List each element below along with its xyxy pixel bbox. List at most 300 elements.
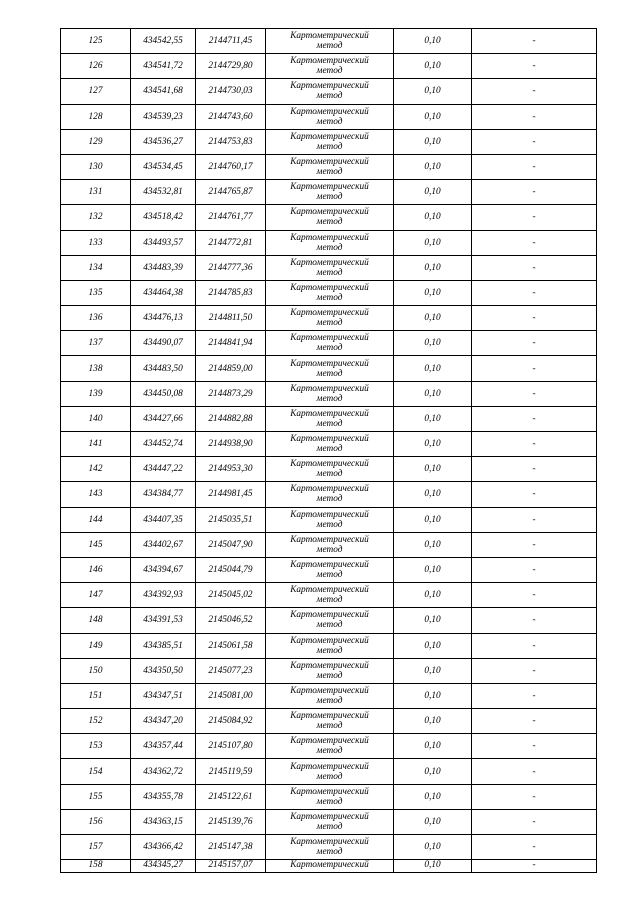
y-coordinate-cell: 2144753,83	[196, 129, 266, 154]
method-cell	[266, 154, 394, 179]
y-coordinate-cell: 2145077,23	[196, 658, 266, 683]
point-number-cell: 135	[61, 280, 131, 305]
table-row	[61, 306, 597, 331]
method-line-1: Картометрический	[290, 585, 369, 596]
method-line-1: Картометрический	[290, 232, 369, 243]
description-cell: -	[472, 608, 597, 633]
accuracy-cell: 0,10	[394, 507, 472, 532]
point-number-cell: 156	[61, 809, 131, 834]
method-line-2: метод	[316, 41, 343, 52]
point-number-cell: 134	[61, 255, 131, 280]
table-row	[61, 129, 597, 154]
x-coordinate-cell: 434534,45	[131, 154, 196, 179]
method-cell	[266, 860, 394, 873]
method-line-2: метод	[316, 796, 343, 807]
method-line-1: Картометрический	[290, 257, 369, 268]
point-number-cell: 145	[61, 532, 131, 557]
method-line-2: метод	[316, 595, 343, 606]
method-line-2: метод	[316, 645, 343, 656]
method-cell	[266, 683, 394, 708]
x-coordinate-cell: 434464,38	[131, 280, 196, 305]
y-coordinate-cell: 2144841,94	[196, 331, 266, 356]
y-coordinate-cell: 2144772,81	[196, 230, 266, 255]
description-cell: -	[472, 406, 597, 431]
table-row	[61, 734, 597, 759]
x-coordinate-cell: 434518,42	[131, 205, 196, 230]
point-number-cell: 139	[61, 381, 131, 406]
method-line-2: метод	[316, 318, 343, 329]
description-cell: -	[472, 306, 597, 331]
point-number-cell: 143	[61, 482, 131, 507]
x-coordinate-cell: 434357,44	[131, 734, 196, 759]
method-line-2: метод	[316, 368, 343, 379]
description-cell: -	[472, 532, 597, 557]
method-cell	[266, 180, 394, 205]
accuracy-cell: 0,10	[394, 482, 472, 507]
point-number-cell: 136	[61, 306, 131, 331]
table-row	[61, 406, 597, 431]
description-cell: -	[472, 557, 597, 582]
table-row	[61, 432, 597, 457]
accuracy-cell: 0,10	[394, 331, 472, 356]
description-cell: -	[472, 734, 597, 759]
method-cell	[266, 230, 394, 255]
description-cell: -	[472, 230, 597, 255]
description-cell: -	[472, 633, 597, 658]
table-body	[61, 29, 597, 873]
method-cell	[266, 583, 394, 608]
accuracy-cell: 0,10	[394, 633, 472, 658]
method-line-1: Картометрический	[290, 860, 369, 871]
point-number-cell: 150	[61, 658, 131, 683]
table-row	[61, 104, 597, 129]
method-line-1: Картометрический	[290, 761, 369, 772]
method-cell	[266, 306, 394, 331]
method-line-2: метод	[316, 570, 343, 581]
x-coordinate-cell: 434347,51	[131, 683, 196, 708]
table-row	[61, 280, 597, 305]
point-number-cell: 149	[61, 633, 131, 658]
accuracy-cell: 0,10	[394, 532, 472, 557]
method-cell	[266, 29, 394, 54]
point-number-cell: 132	[61, 205, 131, 230]
method-cell	[266, 709, 394, 734]
x-coordinate-cell: 434355,78	[131, 784, 196, 809]
x-coordinate-cell: 434450,08	[131, 381, 196, 406]
method-line-1: Картометрический	[290, 131, 369, 142]
x-coordinate-cell: 434384,77	[131, 482, 196, 507]
y-coordinate-cell: 2145157,07	[196, 860, 266, 873]
description-cell: -	[472, 432, 597, 457]
accuracy-cell: 0,10	[394, 608, 472, 633]
description-cell: -	[472, 507, 597, 532]
method-line-1: Картометрический	[290, 358, 369, 369]
description-cell: -	[472, 381, 597, 406]
method-line-1: Картометрический	[290, 383, 369, 394]
y-coordinate-cell: 2145044,79	[196, 557, 266, 582]
method-cell	[266, 129, 394, 154]
table-row	[61, 180, 597, 205]
method-line-2: метод	[316, 242, 343, 253]
method-cell	[266, 658, 394, 683]
point-number-cell: 146	[61, 557, 131, 582]
point-number-cell: 126	[61, 54, 131, 79]
x-coordinate-cell: 434541,68	[131, 79, 196, 104]
table-row	[61, 557, 597, 582]
method-line-2: метод	[316, 695, 343, 706]
method-line-2: метод	[316, 670, 343, 681]
method-cell	[266, 432, 394, 457]
method-cell	[266, 633, 394, 658]
y-coordinate-cell: 2144743,60	[196, 104, 266, 129]
y-coordinate-cell: 2145122,61	[196, 784, 266, 809]
y-coordinate-cell: 2144765,87	[196, 180, 266, 205]
accuracy-cell: 0,10	[394, 860, 472, 873]
table-row	[61, 784, 597, 809]
table-row	[61, 230, 597, 255]
table-row	[61, 709, 597, 734]
method-line-1: Картометрический	[290, 157, 369, 168]
accuracy-cell: 0,10	[394, 180, 472, 205]
y-coordinate-cell: 2144730,03	[196, 79, 266, 104]
table-row	[61, 532, 597, 557]
point-number-cell: 125	[61, 29, 131, 54]
method-cell	[266, 381, 394, 406]
table-row	[61, 633, 597, 658]
accuracy-cell: 0,10	[394, 79, 472, 104]
method-line-2: метод	[316, 620, 343, 631]
method-line-2: метод	[316, 771, 343, 782]
table-row	[61, 29, 597, 54]
method-cell	[266, 482, 394, 507]
method-line-2: метод	[316, 66, 343, 77]
accuracy-cell: 0,10	[394, 255, 472, 280]
method-line-1: Картометрический	[290, 484, 369, 495]
accuracy-cell: 0,10	[394, 432, 472, 457]
method-line-2: метод	[316, 544, 343, 555]
description-cell: -	[472, 457, 597, 482]
description-cell: -	[472, 583, 597, 608]
x-coordinate-cell: 434539,23	[131, 104, 196, 129]
method-cell	[266, 406, 394, 431]
method-line-2: метод	[316, 217, 343, 228]
accuracy-cell: 0,10	[394, 784, 472, 809]
method-line-1: Картометрический	[290, 106, 369, 117]
table-row	[61, 255, 597, 280]
accuracy-cell: 0,10	[394, 54, 472, 79]
accuracy-cell: 0,10	[394, 835, 472, 860]
description-cell: -	[472, 255, 597, 280]
description-cell: -	[472, 331, 597, 356]
y-coordinate-cell: 2144785,83	[196, 280, 266, 305]
method-cell	[266, 457, 394, 482]
method-line-1: Картометрический	[290, 207, 369, 218]
x-coordinate-cell: 434350,50	[131, 658, 196, 683]
x-coordinate-cell: 434541,72	[131, 54, 196, 79]
method-line-2: метод	[316, 821, 343, 832]
description-cell: -	[472, 835, 597, 860]
method-line-1: Картометрический	[290, 31, 369, 42]
accuracy-cell: 0,10	[394, 557, 472, 582]
description-cell: -	[472, 784, 597, 809]
method-cell	[266, 331, 394, 356]
x-coordinate-cell: 434347,20	[131, 709, 196, 734]
x-coordinate-cell: 434447,22	[131, 457, 196, 482]
point-number-cell: 147	[61, 583, 131, 608]
method-line-1: Картометрический	[290, 459, 369, 470]
method-cell	[266, 104, 394, 129]
table-row	[61, 809, 597, 834]
table-row	[61, 835, 597, 860]
y-coordinate-cell: 2144761,77	[196, 205, 266, 230]
accuracy-cell: 0,10	[394, 683, 472, 708]
accuracy-cell: 0,10	[394, 356, 472, 381]
point-number-cell: 148	[61, 608, 131, 633]
method-cell	[266, 557, 394, 582]
x-coordinate-cell: 434483,39	[131, 255, 196, 280]
y-coordinate-cell: 2144981,45	[196, 482, 266, 507]
y-coordinate-cell: 2145061,58	[196, 633, 266, 658]
point-number-cell: 144	[61, 507, 131, 532]
method-line-2: метод	[316, 746, 343, 757]
x-coordinate-cell: 434363,15	[131, 809, 196, 834]
description-cell: -	[472, 709, 597, 734]
accuracy-cell: 0,10	[394, 154, 472, 179]
y-coordinate-cell: 2144777,36	[196, 255, 266, 280]
method-line-2: метод	[316, 418, 343, 429]
method-line-2: метод	[316, 91, 343, 102]
y-coordinate-cell: 2145147,38	[196, 835, 266, 860]
method-cell	[266, 532, 394, 557]
method-cell	[266, 280, 394, 305]
method-line-1: Картометрический	[290, 308, 369, 319]
description-cell: -	[472, 280, 597, 305]
table-row	[61, 356, 597, 381]
point-number-cell: 137	[61, 331, 131, 356]
point-number-cell: 152	[61, 709, 131, 734]
point-number-cell: 127	[61, 79, 131, 104]
point-number-cell: 157	[61, 835, 131, 860]
accuracy-cell: 0,10	[394, 381, 472, 406]
point-number-cell: 131	[61, 180, 131, 205]
y-coordinate-cell: 2145139,76	[196, 809, 266, 834]
method-line-1: Картометрический	[290, 660, 369, 671]
method-line-1: Картометрический	[290, 282, 369, 293]
method-line-1: Картометрический	[290, 56, 369, 67]
point-number-cell: 153	[61, 734, 131, 759]
y-coordinate-cell: 2144859,00	[196, 356, 266, 381]
y-coordinate-cell: 2144760,17	[196, 154, 266, 179]
x-coordinate-cell: 434483,50	[131, 356, 196, 381]
point-number-cell: 158	[61, 860, 131, 873]
point-number-cell: 154	[61, 759, 131, 784]
table-row	[61, 608, 597, 633]
method-line-2: метод	[316, 116, 343, 127]
y-coordinate-cell: 2145084,92	[196, 709, 266, 734]
method-line-2: метод	[316, 444, 343, 455]
method-line-1: Картометрический	[290, 509, 369, 520]
description-cell: -	[472, 658, 597, 683]
method-line-2: метод	[316, 167, 343, 178]
description-cell: -	[472, 104, 597, 129]
point-number-cell: 130	[61, 154, 131, 179]
table-row	[61, 507, 597, 532]
accuracy-cell: 0,10	[394, 230, 472, 255]
description-cell: -	[472, 29, 597, 54]
point-number-cell: 142	[61, 457, 131, 482]
y-coordinate-cell: 2145035,51	[196, 507, 266, 532]
x-coordinate-cell: 434407,35	[131, 507, 196, 532]
y-coordinate-cell: 2144938,90	[196, 432, 266, 457]
table-row	[61, 457, 597, 482]
accuracy-cell: 0,10	[394, 280, 472, 305]
method-cell	[266, 205, 394, 230]
method-cell	[266, 608, 394, 633]
description-cell: -	[472, 860, 597, 873]
method-line-1: Картометрический	[290, 534, 369, 545]
method-line-1: Картометрический	[290, 635, 369, 646]
description-cell: -	[472, 54, 597, 79]
method-line-1: Картометрический	[290, 786, 369, 797]
method-cell	[266, 507, 394, 532]
method-line-2: метод	[316, 267, 343, 278]
method-cell	[266, 784, 394, 809]
x-coordinate-cell: 434542,55	[131, 29, 196, 54]
table-row	[61, 381, 597, 406]
y-coordinate-cell: 2145045,02	[196, 583, 266, 608]
y-coordinate-cell: 2144729,80	[196, 54, 266, 79]
table-row	[61, 154, 597, 179]
y-coordinate-cell: 2144953,30	[196, 457, 266, 482]
point-number-cell: 138	[61, 356, 131, 381]
method-line-2: метод	[316, 847, 343, 858]
method-line-1: Картометрический	[290, 333, 369, 344]
description-cell: -	[472, 180, 597, 205]
point-number-cell: 151	[61, 683, 131, 708]
accuracy-cell: 0,10	[394, 583, 472, 608]
x-coordinate-cell: 434366,42	[131, 835, 196, 860]
table-row	[61, 583, 597, 608]
table-row	[61, 658, 597, 683]
description-cell: -	[472, 79, 597, 104]
y-coordinate-cell: 2145046,52	[196, 608, 266, 633]
description-cell: -	[472, 205, 597, 230]
point-number-cell: 155	[61, 784, 131, 809]
method-line-1: Картометрический	[290, 560, 369, 571]
method-line-2: метод	[316, 192, 343, 203]
point-number-cell: 141	[61, 432, 131, 457]
description-cell: -	[472, 759, 597, 784]
x-coordinate-cell: 434427,66	[131, 406, 196, 431]
method-line-2: метод	[316, 343, 343, 354]
accuracy-cell: 0,10	[394, 759, 472, 784]
accuracy-cell: 0,10	[394, 129, 472, 154]
accuracy-cell: 0,10	[394, 658, 472, 683]
table-row	[61, 683, 597, 708]
accuracy-cell: 0,10	[394, 709, 472, 734]
y-coordinate-cell: 2144873,29	[196, 381, 266, 406]
description-cell: -	[472, 482, 597, 507]
method-line-1: Картометрический	[290, 837, 369, 848]
x-coordinate-cell: 434402,67	[131, 532, 196, 557]
method-cell	[266, 759, 394, 784]
accuracy-cell: 0,10	[394, 306, 472, 331]
method-cell	[266, 356, 394, 381]
method-line-2: метод	[316, 292, 343, 303]
table-row	[61, 54, 597, 79]
method-line-1: Картометрический	[290, 81, 369, 92]
table-row	[61, 482, 597, 507]
method-cell	[266, 79, 394, 104]
point-number-cell: 140	[61, 406, 131, 431]
method-line-2: метод	[316, 721, 343, 732]
table-row	[61, 205, 597, 230]
method-cell	[266, 835, 394, 860]
description-cell: -	[472, 809, 597, 834]
table-row	[61, 79, 597, 104]
method-line-1: Картометрический	[290, 408, 369, 419]
x-coordinate-cell: 434392,93	[131, 583, 196, 608]
method-line-1: Картометрический	[290, 711, 369, 722]
method-cell	[266, 255, 394, 280]
description-cell: -	[472, 683, 597, 708]
accuracy-cell: 0,10	[394, 29, 472, 54]
y-coordinate-cell: 2145081,00	[196, 683, 266, 708]
y-coordinate-cell: 2144882,88	[196, 406, 266, 431]
accuracy-cell: 0,10	[394, 734, 472, 759]
y-coordinate-cell: 2145107,80	[196, 734, 266, 759]
x-coordinate-cell: 434452,74	[131, 432, 196, 457]
x-coordinate-cell: 434536,27	[131, 129, 196, 154]
method-line-1: Картометрический	[290, 610, 369, 621]
description-cell: -	[472, 356, 597, 381]
point-number-cell: 129	[61, 129, 131, 154]
table-row	[61, 759, 597, 784]
x-coordinate-cell: 434532,81	[131, 180, 196, 205]
accuracy-cell: 0,10	[394, 406, 472, 431]
method-line-1: Картометрический	[290, 182, 369, 193]
x-coordinate-cell: 434490,07	[131, 331, 196, 356]
table-row	[61, 331, 597, 356]
method-cell	[266, 54, 394, 79]
x-coordinate-cell: 434394,67	[131, 557, 196, 582]
y-coordinate-cell: 2144811,50	[196, 306, 266, 331]
x-coordinate-cell: 434391,53	[131, 608, 196, 633]
x-coordinate-cell: 434476,13	[131, 306, 196, 331]
method-line-1: Картометрический	[290, 434, 369, 445]
method-line-1: Картометрический	[290, 685, 369, 696]
method-line-2: метод	[316, 141, 343, 152]
method-cell	[266, 809, 394, 834]
coordinates-table	[60, 28, 597, 873]
accuracy-cell: 0,10	[394, 457, 472, 482]
description-cell: -	[472, 129, 597, 154]
description-cell: -	[472, 154, 597, 179]
table-row	[61, 860, 597, 873]
method-line-1: Картометрический	[290, 811, 369, 822]
method-line-1: Картометрический	[290, 736, 369, 747]
accuracy-cell: 0,10	[394, 205, 472, 230]
method-line-2: метод	[316, 519, 343, 530]
y-coordinate-cell: 2144711,45	[196, 29, 266, 54]
point-number-cell: 133	[61, 230, 131, 255]
method-line-2: метод	[316, 469, 343, 480]
method-line-2: метод	[316, 494, 343, 505]
method-cell	[266, 734, 394, 759]
accuracy-cell: 0,10	[394, 104, 472, 129]
x-coordinate-cell: 434362,72	[131, 759, 196, 784]
x-coordinate-cell: 434345,27	[131, 860, 196, 873]
